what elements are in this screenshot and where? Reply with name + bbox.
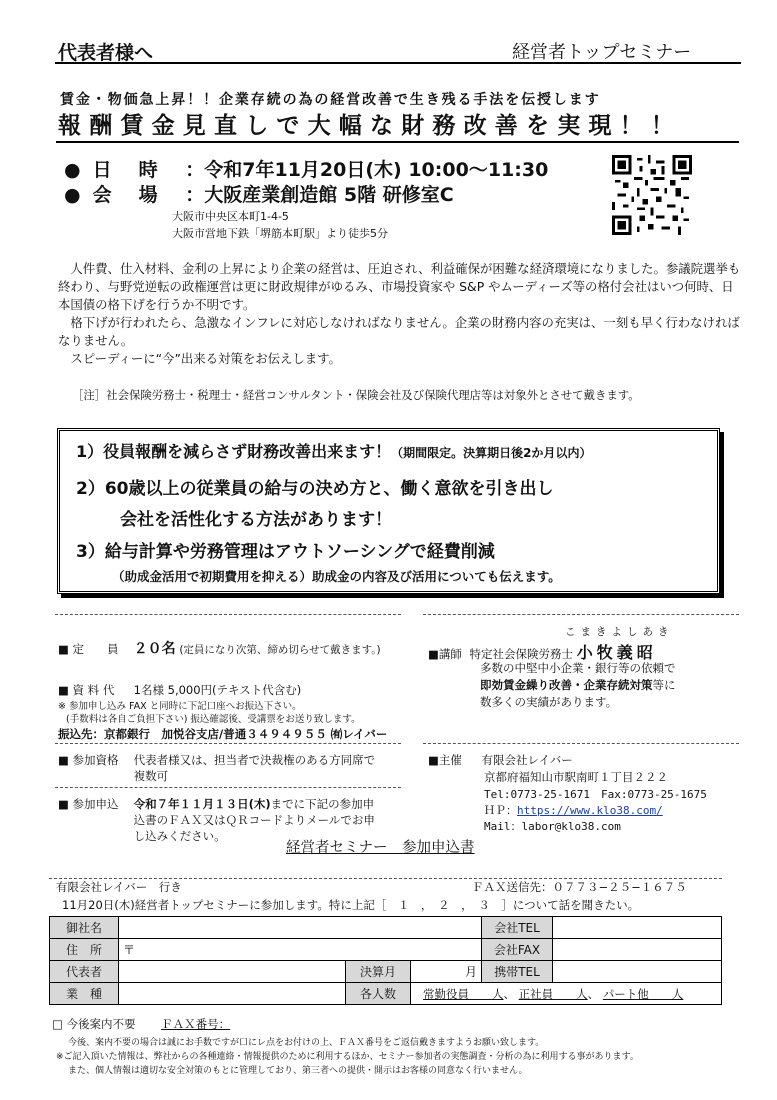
header-left: 代表者様へ (58, 42, 154, 64)
section-divider (55, 614, 401, 615)
lecturer-desc-1: 多数の中堅中小企業・銀行等の依頼で (480, 661, 676, 675)
lecturer-name: 小牧義昭 (576, 643, 657, 662)
form-title: 経営者セミナー 参加申込書 (286, 840, 475, 856)
point-2b: 会社を活性化する方法があります！ (120, 510, 392, 530)
point-3-note: （助成金活用で初期費用を抑える）助成金の内容及び活用についても伝えます。 (112, 569, 561, 584)
event-date-row (64, 155, 548, 182)
rep-input[interactable] (119, 961, 346, 983)
apply-label: ■ 参加申込 (58, 797, 119, 811)
capacity-row (58, 638, 398, 658)
point-1-note: （期間限定。決算期日後2か月以内） (391, 446, 592, 460)
mobile-label: 携帯TEL (482, 961, 553, 983)
form-intro: 11月20日(木)経営者トップセミナーに参加します。特に上記［ １ ， ２ ， ３ ］について話を聞きたい。 (62, 898, 640, 912)
host-hp-link[interactable]: https://www.klo38.com/ (517, 804, 663, 817)
industry-input[interactable] (119, 983, 346, 1005)
qualification-label: ■ 参加資格 (58, 753, 119, 767)
date-label: 日 時 (92, 159, 162, 181)
fiscal-label: 決算月 (346, 961, 411, 983)
host-tel-fax: Tel:0773-25-1671 Fax:0773-25-1675 (484, 788, 707, 801)
company-input[interactable] (119, 917, 482, 939)
bank-info: 振込先：京都銀行 加悦谷支店/普通３４９４９５５ ㈲レイバー (58, 727, 388, 741)
apply-deadline: 令和７年１１月１３日(木) (133, 797, 271, 811)
point-1-text: 1）役員報酬を減らさず財務改善出来ます！ (76, 442, 392, 461)
point-3: 3）給与計算や労務管理はアウトソーシングで経費削減 (76, 542, 495, 562)
tel-input[interactable] (553, 917, 722, 939)
rep-label: 代表者 (50, 961, 119, 983)
date-value: ：令和7年11月20日(木) 10:00〜11:30 (185, 159, 549, 181)
staff-regular: 正社員 人 (518, 986, 588, 1001)
staff-exec: 常勤役員 人 (423, 986, 504, 1001)
event-venue-row (64, 180, 454, 207)
header-divider (55, 62, 741, 64)
host-row (428, 752, 573, 768)
mobile-input[interactable] (553, 961, 722, 983)
host-address: 京都府福知山市駅南町１丁目２２２ (484, 770, 668, 784)
venue-label: 会 場 (92, 184, 162, 206)
fiscal-input[interactable] (411, 961, 482, 983)
footnote-2: ※ご記入頂いた情報は、弊社からの各種連絡・情報提供のために利用するほか、セミナー参加者の実態調査・分析の為に利用する事があります。 (56, 1052, 639, 1062)
fee-note-2: (手数料は各自ご負担下さい) 振込確認後、受講票をお送り致します。 (66, 714, 361, 725)
application-form-table (49, 916, 722, 1005)
page-title: 報酬賃金見直しで大幅な財務改善を実現！！ (58, 113, 682, 139)
lecturer-desc-2-rest: 等に (652, 678, 676, 692)
qualification-value: 代表者様又は、担当者で決裁権のある方同席で複数可 (133, 753, 376, 783)
venue-value: ：大阪産業創造館 5階 研修室C (185, 184, 454, 206)
footnote-3: また、個人情報は適切な安全対策のもとに管理しており、第三者への提供・開示はお客様の同意なく行いません。 (68, 1066, 528, 1076)
staff-label: 各人数 (346, 983, 411, 1005)
intro-text (58, 260, 743, 368)
staff-part: パート他 人 (602, 986, 684, 1001)
fax-label: 会社FAX (482, 939, 553, 961)
lecturer-ruby: こまきよしあき (565, 626, 674, 638)
month-unit: 月 (464, 965, 477, 979)
host-mail[interactable]: Mail：labor@klo38.com (484, 820, 621, 833)
fee-value: 1名様 5,000円(テキスト代含む) (133, 683, 302, 697)
bullet-icon: ● (64, 159, 81, 181)
optout-checkbox[interactable]: □ 今後案内不要 (52, 1017, 136, 1031)
apply-instructions: までに下記の参加申込書のＦＡＸ又はＱＲコードよりメールでお申し込みください。 (133, 797, 375, 843)
form-to: 有限会社レイバー 行き (56, 880, 182, 894)
subtitle: 賃金・物価急上昇！！企業存続の為の経営改善で生き残る手法を伝授します (60, 92, 601, 108)
point-2a: 2）60歳以上の従業員の給与の決め方と、働く意欲を引き出し (76, 479, 554, 499)
qr-code[interactable] (612, 155, 692, 235)
optout-row (52, 1016, 321, 1032)
fee-label: ■ 資 料 代 (58, 683, 115, 697)
form-fax-destination: ＦＡＸ送信先：０７７３−２５−１６７５ (472, 880, 687, 894)
fax-input[interactable] (553, 939, 722, 961)
fee-note-1: ※ 参加申し込み FAX と同時に下記口座へお振込下さい。 (58, 701, 302, 712)
address-label: 住 所 (50, 939, 119, 961)
eligibility-note: ［注］社会保険労務士・税理士・経営コンサルタント・保険会社及び保険代理店等は対象外とさせて戴きます。 (72, 388, 640, 402)
qualification-row (58, 752, 398, 784)
capacity-label: ■ 定 員 (58, 642, 119, 656)
section-divider (55, 787, 401, 788)
section-divider (55, 743, 401, 744)
host-hp-row (484, 802, 663, 818)
intro-paragraph-1: 人件費、仕入材料、金利の上昇により企業の経営は、圧迫され、利益確保が困難な経済環境になりました。参議院選挙も終わり、与野党逆転の政権運営は更に財政規律がゆるみ、市場投資家や S&P やムーディーズ等の格付会社はいつ何時、日本国債の格下げを行うか不明です。 (58, 261, 741, 312)
points-box (57, 428, 720, 594)
section-divider (423, 743, 739, 744)
lecturer-specialty: 即効賃金繰り改善・企業存続対策 (480, 678, 653, 692)
lecturer-title: 特定社会保険労務士 (469, 647, 574, 661)
host-name: 有限会社レイバー (481, 753, 573, 767)
header-right: 経営者トップセミナー (512, 42, 692, 63)
postal-mark: 〒 (123, 943, 136, 957)
optout-fax-field[interactable]: ＦＡＸ番号： (161, 1017, 231, 1031)
industry-label: 業 種 (50, 983, 119, 1005)
host-hp-label: ＨＰ： (484, 804, 517, 817)
fee-row (58, 682, 301, 698)
venue-access: 大阪市営地下鉄「堺筋本町駅」より徒歩5分 (172, 227, 388, 240)
lecturer-desc-2 (480, 677, 676, 693)
lecturer-desc-3: 数多くの実績があります。 (480, 695, 618, 709)
title-rule (56, 141, 739, 143)
address-input[interactable] (119, 939, 482, 961)
venue-address: 大阪市中央区本町1-4-5 (172, 210, 289, 223)
point-1 (76, 439, 592, 462)
section-divider (423, 614, 739, 615)
host-label: ■主催 (428, 753, 462, 767)
intro-paragraph-3: スピーディーに“今”出来る対策をお伝えします。 (70, 351, 341, 366)
company-label: 御社名 (50, 917, 119, 939)
staff-input[interactable]: 常勤役員 人、 正社員 人、 パート他 人 (411, 983, 722, 1005)
footnote-1: 今後、案内不要の場合は誠にお手数ですが口にレ点をお付けの上、ＦＡＸ番号をご返信戴きますようお願い致します。 (68, 1038, 545, 1048)
intro-paragraph-2: 格下げが行われたら、急激なインフレに対応しなければなりません。企業の財務内容の充実は、一刻も早く行わなければなりません。 (58, 315, 740, 348)
lecturer-label: ■講師 (428, 647, 462, 661)
capacity-value: ２０名 (133, 641, 176, 657)
tel-label: 会社TEL (482, 917, 553, 939)
bullet-icon: ● (64, 184, 81, 206)
capacity-note: (定員になり次第、締め切らせて戴きます。) (179, 644, 381, 656)
